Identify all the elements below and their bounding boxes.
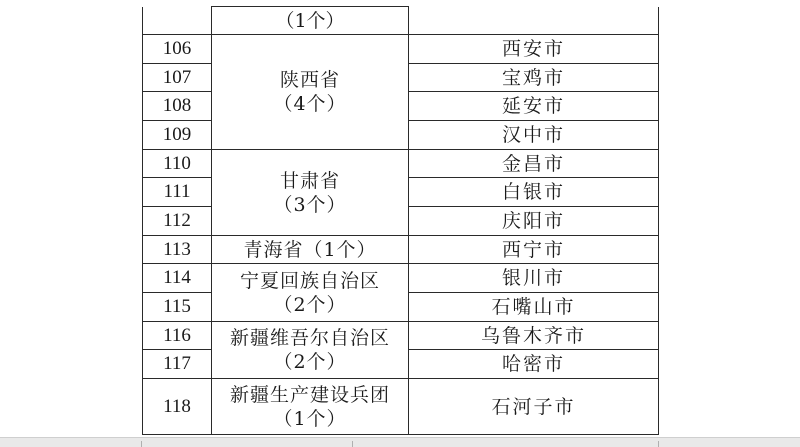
ruler-tick (352, 441, 353, 447)
province-name: 新疆维吾尔自治区 (229, 327, 390, 349)
province-cell-xinjiang (212, 322, 409, 379)
viewer-bottom-edge (0, 437, 800, 447)
row-number: 112 (143, 207, 212, 236)
table-row (143, 379, 659, 435)
province-name: 宁夏回族自治区 (239, 269, 380, 292)
row-number: 114 (143, 264, 212, 293)
table-row-continuation (143, 7, 659, 35)
city-name: 白银市 (409, 178, 659, 207)
ruler-tick (141, 441, 142, 447)
province-name: 陕西省 (279, 69, 340, 91)
province-cell-shaanxi (212, 35, 409, 150)
row-number: 109 (143, 121, 212, 150)
table-row (143, 322, 659, 350)
province-cell-continuation: （1个） (212, 7, 409, 35)
province-count: （4个） (273, 93, 347, 115)
row-number: 116 (143, 322, 212, 350)
table-row (143, 150, 659, 178)
city-name: 延安市 (409, 92, 659, 121)
row-number: 111 (143, 178, 212, 207)
city-name: 石河子市 (409, 379, 659, 435)
city-name: 庆阳市 (409, 207, 659, 236)
row-number: 117 (143, 350, 212, 379)
table-row (143, 264, 659, 293)
province-cell-gansu (212, 150, 409, 236)
province-cell-qinghai: 青海省（1个） (212, 236, 409, 264)
province-cell-bingtuan (212, 379, 409, 435)
city-name: 石嘴山市 (409, 293, 659, 322)
city-name: 西安市 (409, 35, 659, 64)
province-count: （3个） (273, 193, 347, 216)
row-number: 113 (143, 236, 212, 264)
table-row (143, 236, 659, 264)
city-cell-empty (409, 7, 659, 35)
province-cell-ningxia (212, 264, 409, 322)
province-count: （2个） (273, 351, 347, 373)
city-name: 宝鸡市 (409, 64, 659, 92)
row-number: 110 (143, 150, 212, 178)
table-row (143, 35, 659, 64)
city-name: 汉中市 (409, 121, 659, 150)
city-name: 哈密市 (409, 350, 659, 379)
province-count: （2个） (273, 293, 347, 316)
row-number: 108 (143, 92, 212, 121)
city-name: 乌鲁木齐市 (409, 322, 659, 350)
row-number: 107 (143, 64, 212, 92)
city-name: 银川市 (409, 264, 659, 293)
row-number: 115 (143, 293, 212, 322)
city-table (142, 6, 659, 435)
number-cell-empty (143, 7, 212, 35)
city-name: 西宁市 (409, 236, 659, 264)
province-name: 甘肃省 (279, 169, 340, 192)
ruler-tick (658, 441, 659, 447)
province-name: 新疆生产建设兵团 (229, 383, 390, 406)
row-number: 118 (143, 379, 212, 435)
city-name: 金昌市 (409, 150, 659, 178)
row-number: 106 (143, 35, 212, 64)
province-count: （1个） (273, 407, 347, 430)
